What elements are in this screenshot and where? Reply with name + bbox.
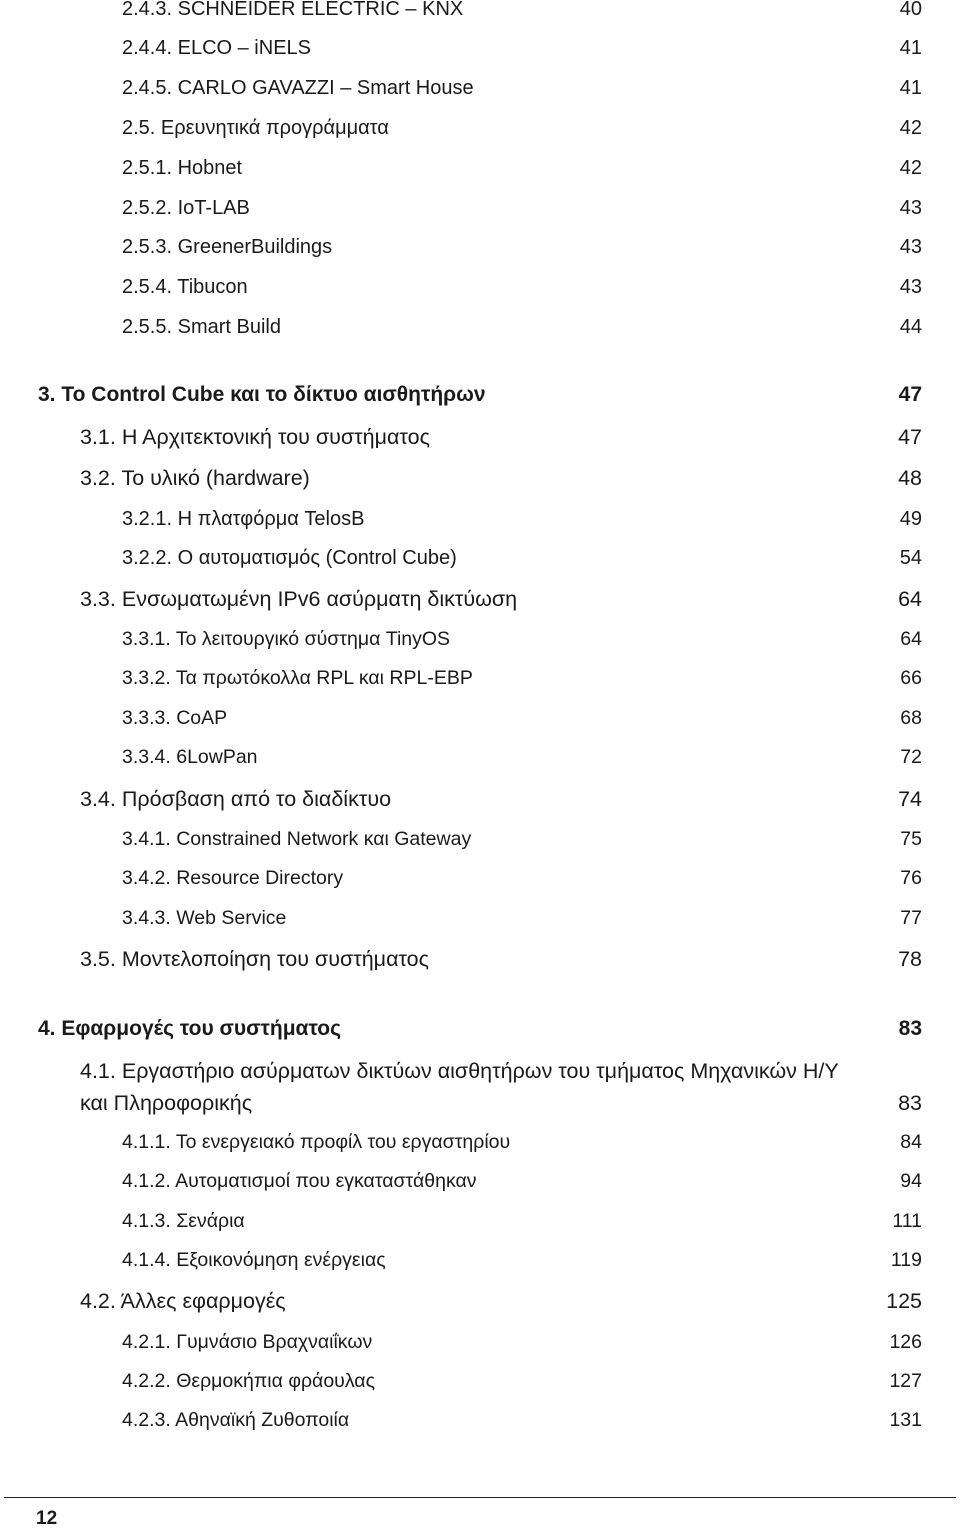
toc-entry-title: Μοντελοποίηση του συστήματος: [121, 947, 430, 971]
toc-entry-title: Η πλατφόρμα TelosB: [177, 508, 365, 530]
toc-entry-title: Γυμνάσιο Βραχναιΐκων: [176, 1331, 373, 1353]
toc-entry-title: IoT-LAB: [177, 197, 250, 219]
toc-entry-number: 4.2.1.: [122, 1331, 171, 1353]
toc-entry-page: 75: [900, 828, 922, 850]
toc-entry-page: 76: [900, 867, 922, 889]
toc-entry-number: 3.: [38, 383, 56, 406]
toc-entry-number: 3.4.3.: [122, 907, 171, 929]
toc-entry-title: Το ενεργειακό προφίλ του εργαστηρίου: [175, 1131, 511, 1153]
toc-entry-page: 83: [898, 1017, 922, 1040]
toc-entry-number: 3.1.: [80, 425, 116, 449]
toc-entry-number: 3.3.3.: [122, 707, 171, 729]
toc-entry-number: 3.2.2.: [122, 547, 173, 569]
toc-entry-page: 47: [898, 425, 922, 449]
toc-entry-title: Αυτοματισμοί που εγκαταστάθηκαν: [175, 1170, 477, 1192]
toc-entry-page: 42: [899, 117, 922, 139]
toc-entry-page: 83: [898, 1091, 922, 1115]
toc-entry-page: 131: [889, 1409, 922, 1431]
toc-entry-title: Αθηναϊκή Ζυθοποιία: [175, 1409, 350, 1431]
footer-page-number: 12: [36, 1508, 58, 1529]
toc-entry-page: 41: [899, 37, 922, 59]
toc-entry-number: 4.2.: [80, 1289, 116, 1313]
toc-entry-page: 48: [898, 466, 922, 490]
toc-entry-title: Εξοικονόμηση ενέργειας: [176, 1249, 386, 1271]
toc-entry-number: 2.5.4.: [122, 276, 173, 298]
toc-entry-title: Ενσωματωμένη IPv6 ασύρματη δικτύωση: [121, 587, 518, 611]
toc-entry-page: 126: [889, 1331, 922, 1353]
toc-entry-number: 2.5.5.: [122, 316, 173, 338]
toc-entry-title: Η Αρχιτεκτονική του συστήματος: [121, 425, 430, 449]
toc-entry-page: 111: [892, 1210, 922, 1232]
toc-entry-title: Smart Build: [177, 316, 281, 338]
toc-entry-number: 2.5.2.: [122, 197, 173, 219]
toc-entry-title: Εργαστήριο ασύρματων δικτύων αισθητήρων του τμήματος Μηχανικών Η/Υ: [121, 1059, 839, 1083]
toc-entry-title: CoAP: [176, 707, 228, 729]
toc-entry-page: 44: [899, 316, 922, 338]
toc-entry-title: CARLO GAVAZZI – Smart House: [177, 77, 474, 99]
toc-entry-title: SCHNEIDER ELECTRIC – KNX: [177, 0, 464, 20]
toc-entry-number: 4.2.2.: [122, 1370, 171, 1392]
toc-entry-page: 49: [899, 508, 922, 530]
toc-entry-number: 2.4.3.: [122, 0, 173, 20]
toc-entry-number: 2.4.5.: [122, 77, 173, 99]
toc-entry-number: 4.1.1.: [122, 1131, 171, 1153]
toc-entry-title: Το λειτουργικό σύστημα TinyOS: [175, 628, 451, 650]
toc-entry-page: 72: [900, 746, 922, 768]
toc-entry-number: 3.4.2.: [122, 867, 171, 889]
toc-entry-page: 64: [900, 628, 922, 650]
toc-entry-number: 2.5.1.: [122, 157, 173, 179]
toc-entry-number: 3.2.: [80, 466, 116, 490]
toc-entry-title: Resource Directory: [176, 867, 344, 889]
toc-entry-page: 40: [899, 0, 922, 20]
toc-entry-number: 4.1.4.: [122, 1249, 171, 1271]
toc-entry-title: Πρόσβαση από το διαδίκτυο: [121, 787, 392, 811]
toc-entry-page: 66: [900, 667, 922, 689]
toc-entry-page: 64: [898, 587, 922, 611]
toc-entry-page: 84: [900, 1131, 922, 1153]
toc-entry-number: 2.5.3.: [122, 236, 173, 258]
toc-entry-number: 4.: [38, 1017, 56, 1040]
toc-entry-title: Το υλικό (hardware): [121, 466, 310, 490]
toc-entry-page: 54: [899, 547, 922, 569]
toc-entry-number: 3.3.4.: [122, 746, 171, 768]
toc-entry-number: 2.5.: [122, 117, 156, 139]
toc-entry-page: 43: [899, 197, 922, 219]
toc-entry-number: 3.5.: [80, 947, 116, 971]
toc-entry-title: Σενάρια: [176, 1210, 245, 1232]
toc-entry-page: 77: [900, 907, 922, 929]
toc-entry-page: 43: [899, 276, 922, 298]
toc-entry-page: 125: [886, 1289, 922, 1313]
toc-entry-title: 6LowPan: [176, 746, 258, 768]
toc-entry-title: Θερμοκήπια φράουλας: [176, 1370, 375, 1392]
toc-entry-page: 127: [889, 1370, 922, 1392]
toc-entry-page: 41: [899, 77, 922, 99]
toc-entry-title: Εφαρμογές του συστήματος: [61, 1017, 341, 1040]
toc-entry-number: 4.2.3.: [122, 1409, 171, 1431]
toc-entry-page: 74: [898, 787, 922, 811]
footer-divider: [4, 1497, 956, 1498]
toc-entry-title: Web Service: [176, 907, 287, 929]
toc-entry-page: 42: [899, 157, 922, 179]
toc-entry-title: Ο αυτοματισμός (Control Cube): [177, 547, 457, 569]
toc-entry-page: 94: [900, 1170, 922, 1192]
toc-entry-title-line2: και Πληροφορικής: [80, 1091, 253, 1115]
toc-entry-page: 119: [890, 1249, 922, 1271]
toc-entry-page: 68: [900, 707, 922, 729]
toc-entry-title: ELCO – iNELS: [177, 37, 311, 59]
toc-entry-page: 43: [899, 236, 922, 258]
toc-entry-number: 4.1.2.: [122, 1170, 171, 1192]
toc-entry-number: 3.3.1.: [122, 628, 171, 650]
toc-entry-number: 2.4.4.: [122, 37, 173, 59]
toc-entry-title: Άλλες εφαρμογές: [120, 1289, 286, 1313]
toc-entry-title: Το Control Cube και το δίκτυο αισθητήρων: [61, 383, 486, 406]
toc-entry-title: Ερευνητικά προγράμματα: [160, 117, 389, 139]
toc-entry-title: Tibucon: [177, 276, 248, 298]
toc-entry-number: 4.1.: [80, 1059, 116, 1083]
toc-entry-number: 3.4.: [80, 787, 116, 811]
toc-entry-number: 3.3.: [80, 587, 116, 611]
toc-entry-title: GreenerBuildings: [177, 236, 333, 258]
toc-entry-number: 3.4.1.: [122, 828, 171, 850]
toc-entry-page: 47: [898, 383, 922, 406]
toc-entry-number: 4.1.3.: [122, 1210, 171, 1232]
toc-entry-title: Hobnet: [177, 157, 243, 179]
toc-entry-title: Τα πρωτόκολλα RPL και RPL-EBP: [175, 667, 473, 689]
toc-entry-number: 3.3.2.: [122, 667, 171, 689]
toc-entry-number: 3.2.1.: [122, 508, 173, 530]
toc-entry-page: 78: [898, 947, 922, 971]
toc-entry-title: Constrained Network και Gateway: [176, 828, 472, 850]
